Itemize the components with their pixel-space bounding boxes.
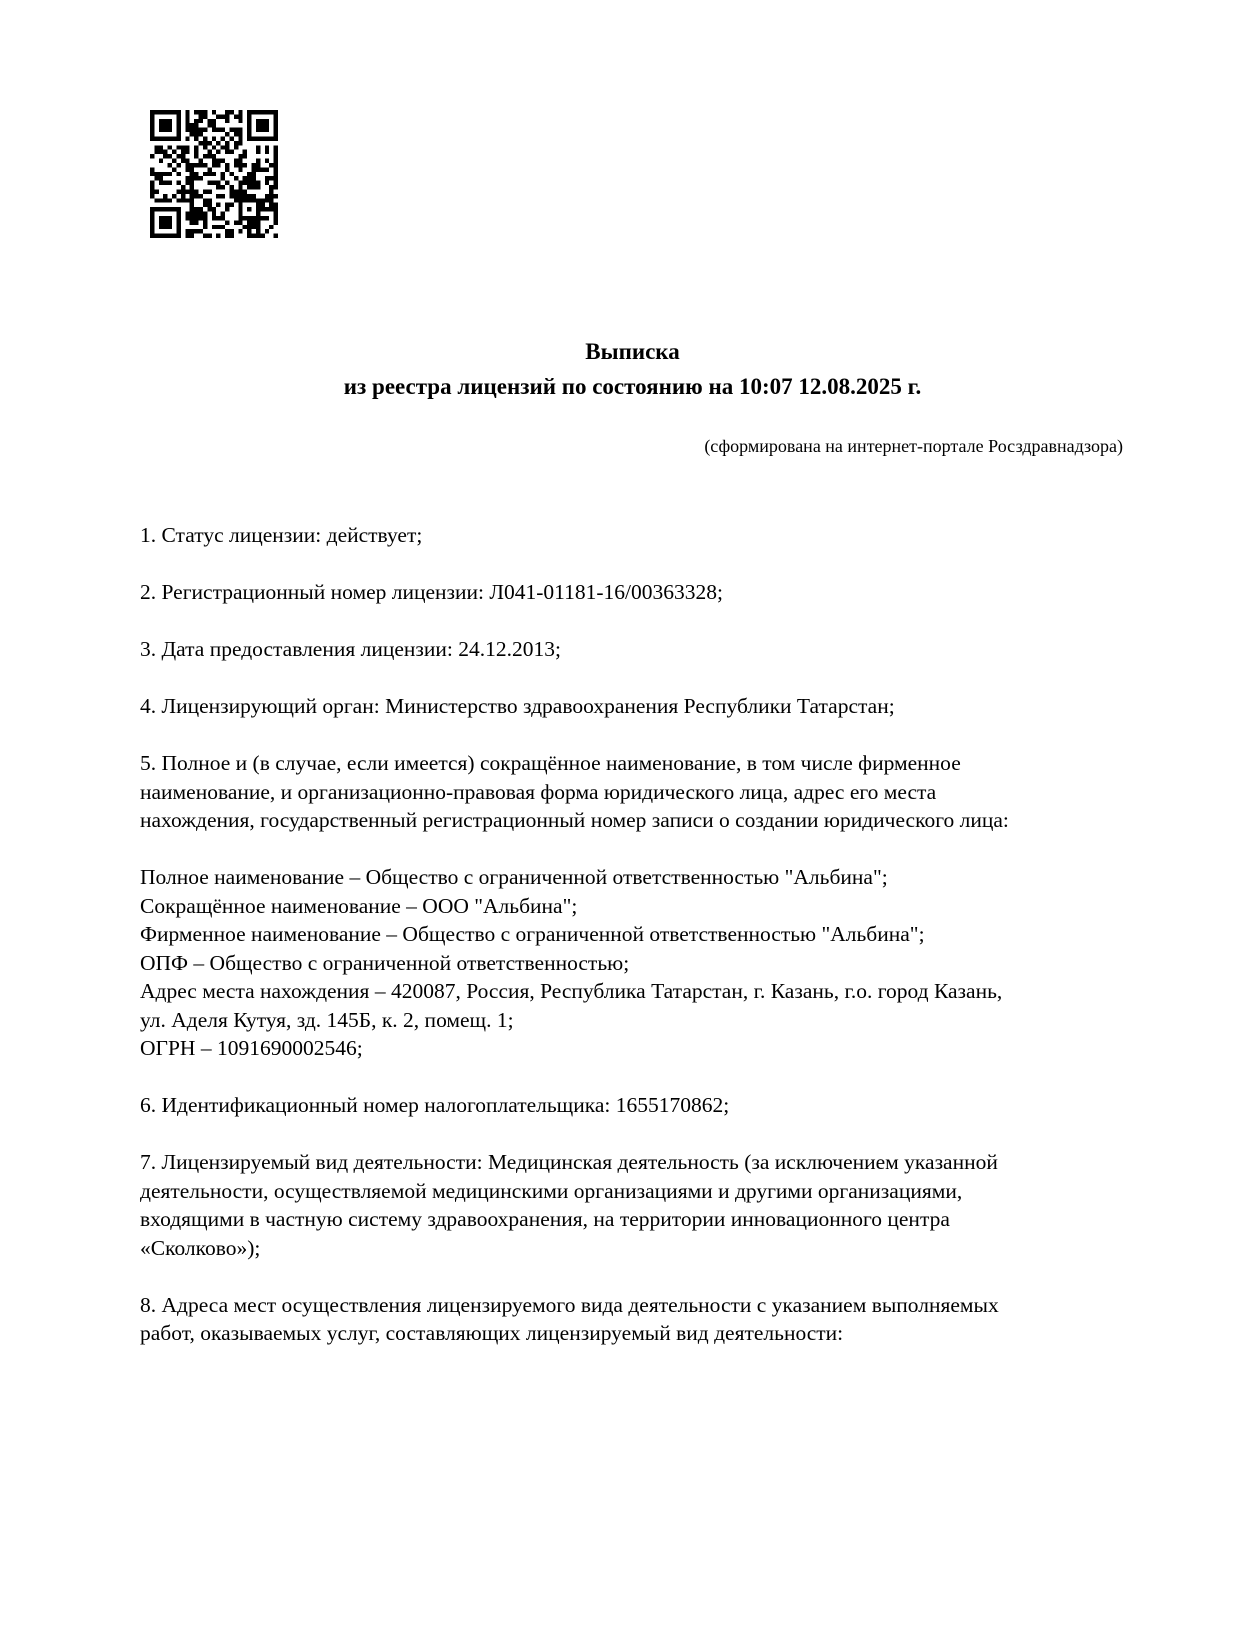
item-activity-addresses	[140, 1291, 1122, 1348]
title-line-2: из реестра лицензий по состоянию на 10:07 12.08.2025 г.	[343, 374, 922, 399]
item-registration-number: 2. Регистрационный номер лицензии: Л041-01181-16/00363328;	[140, 580, 723, 604]
text-line: Полное наименование – Общество с ограниченной ответственностью "Альбина";	[140, 865, 888, 889]
item-license-grant-date: 3. Дата предоставления лицензии: 24.12.2013;	[140, 637, 561, 661]
text-line: ул. Аделя Кутуя, зд. 145Б, к. 2, помещ. 1;	[140, 1007, 514, 1032]
item-license-status: 1. Статус лицензии: действует;	[140, 523, 423, 547]
text-line: входящими в частную систему здравоохранения, на территории инновационного центра	[140, 1207, 950, 1231]
text-line: Адрес места нахождения – 420087, Россия, Республика Татарстан, г. Казань, г.о. город Казань,	[140, 979, 1003, 1003]
text-line: работ, оказываемых услуг, составляющих лицензируемый вид деятельности:	[140, 1321, 844, 1345]
item-taxpayer-number: 6. Идентификационный номер налогоплательщика: 1655170862;	[140, 1093, 730, 1117]
item-licensing-authority: 4. Лицензирующий орган: Министерство здравоохранения Республики Татарстан;	[140, 694, 895, 718]
text-line: 7. Лицензируемый вид деятельности: Медицинская деятельность (за исключением указанной	[140, 1150, 998, 1174]
text-line: Сокращённое наименование – ООО "Альбина";	[140, 893, 578, 918]
text-line: ОПФ – Общество с ограниченной ответственностью;	[140, 950, 630, 975]
text-line: деятельности, осуществляемой медицинскими организациями и другими организациями,	[140, 1178, 963, 1203]
text-line: наименование, и организационно-правовая форма юридического лица, адрес его места	[140, 779, 937, 804]
text-line: «Сколково»);	[140, 1235, 261, 1260]
text-line: нахождения, государственный регистрационный номер записи о создании юридического лица:	[140, 808, 1009, 832]
text-line: 5. Полное и (в случае, если имеется) сокращённое наименование, в том числе фирменное	[140, 751, 961, 775]
qr-code	[150, 110, 278, 238]
text-line: 8. Адреса мест осуществления лицензируемого вида деятельности с указанием выполняемых	[140, 1292, 999, 1317]
item-legal-entity-details	[140, 863, 1122, 1063]
text-line: Фирменное наименование – Общество с ограниченной ответственностью "Альбина";	[140, 922, 925, 946]
item-legal-entity-heading	[140, 749, 1122, 835]
document-subtitle: (сформирована на интернет-портале Росздравнадзора)	[704, 436, 1123, 456]
text-line: ОГРН – 1091690002546;	[140, 1036, 363, 1060]
document-title	[140, 334, 1125, 404]
title-line-1: Выписка	[585, 339, 680, 364]
item-licensed-activity	[140, 1148, 1122, 1262]
document-body	[140, 521, 1122, 1376]
